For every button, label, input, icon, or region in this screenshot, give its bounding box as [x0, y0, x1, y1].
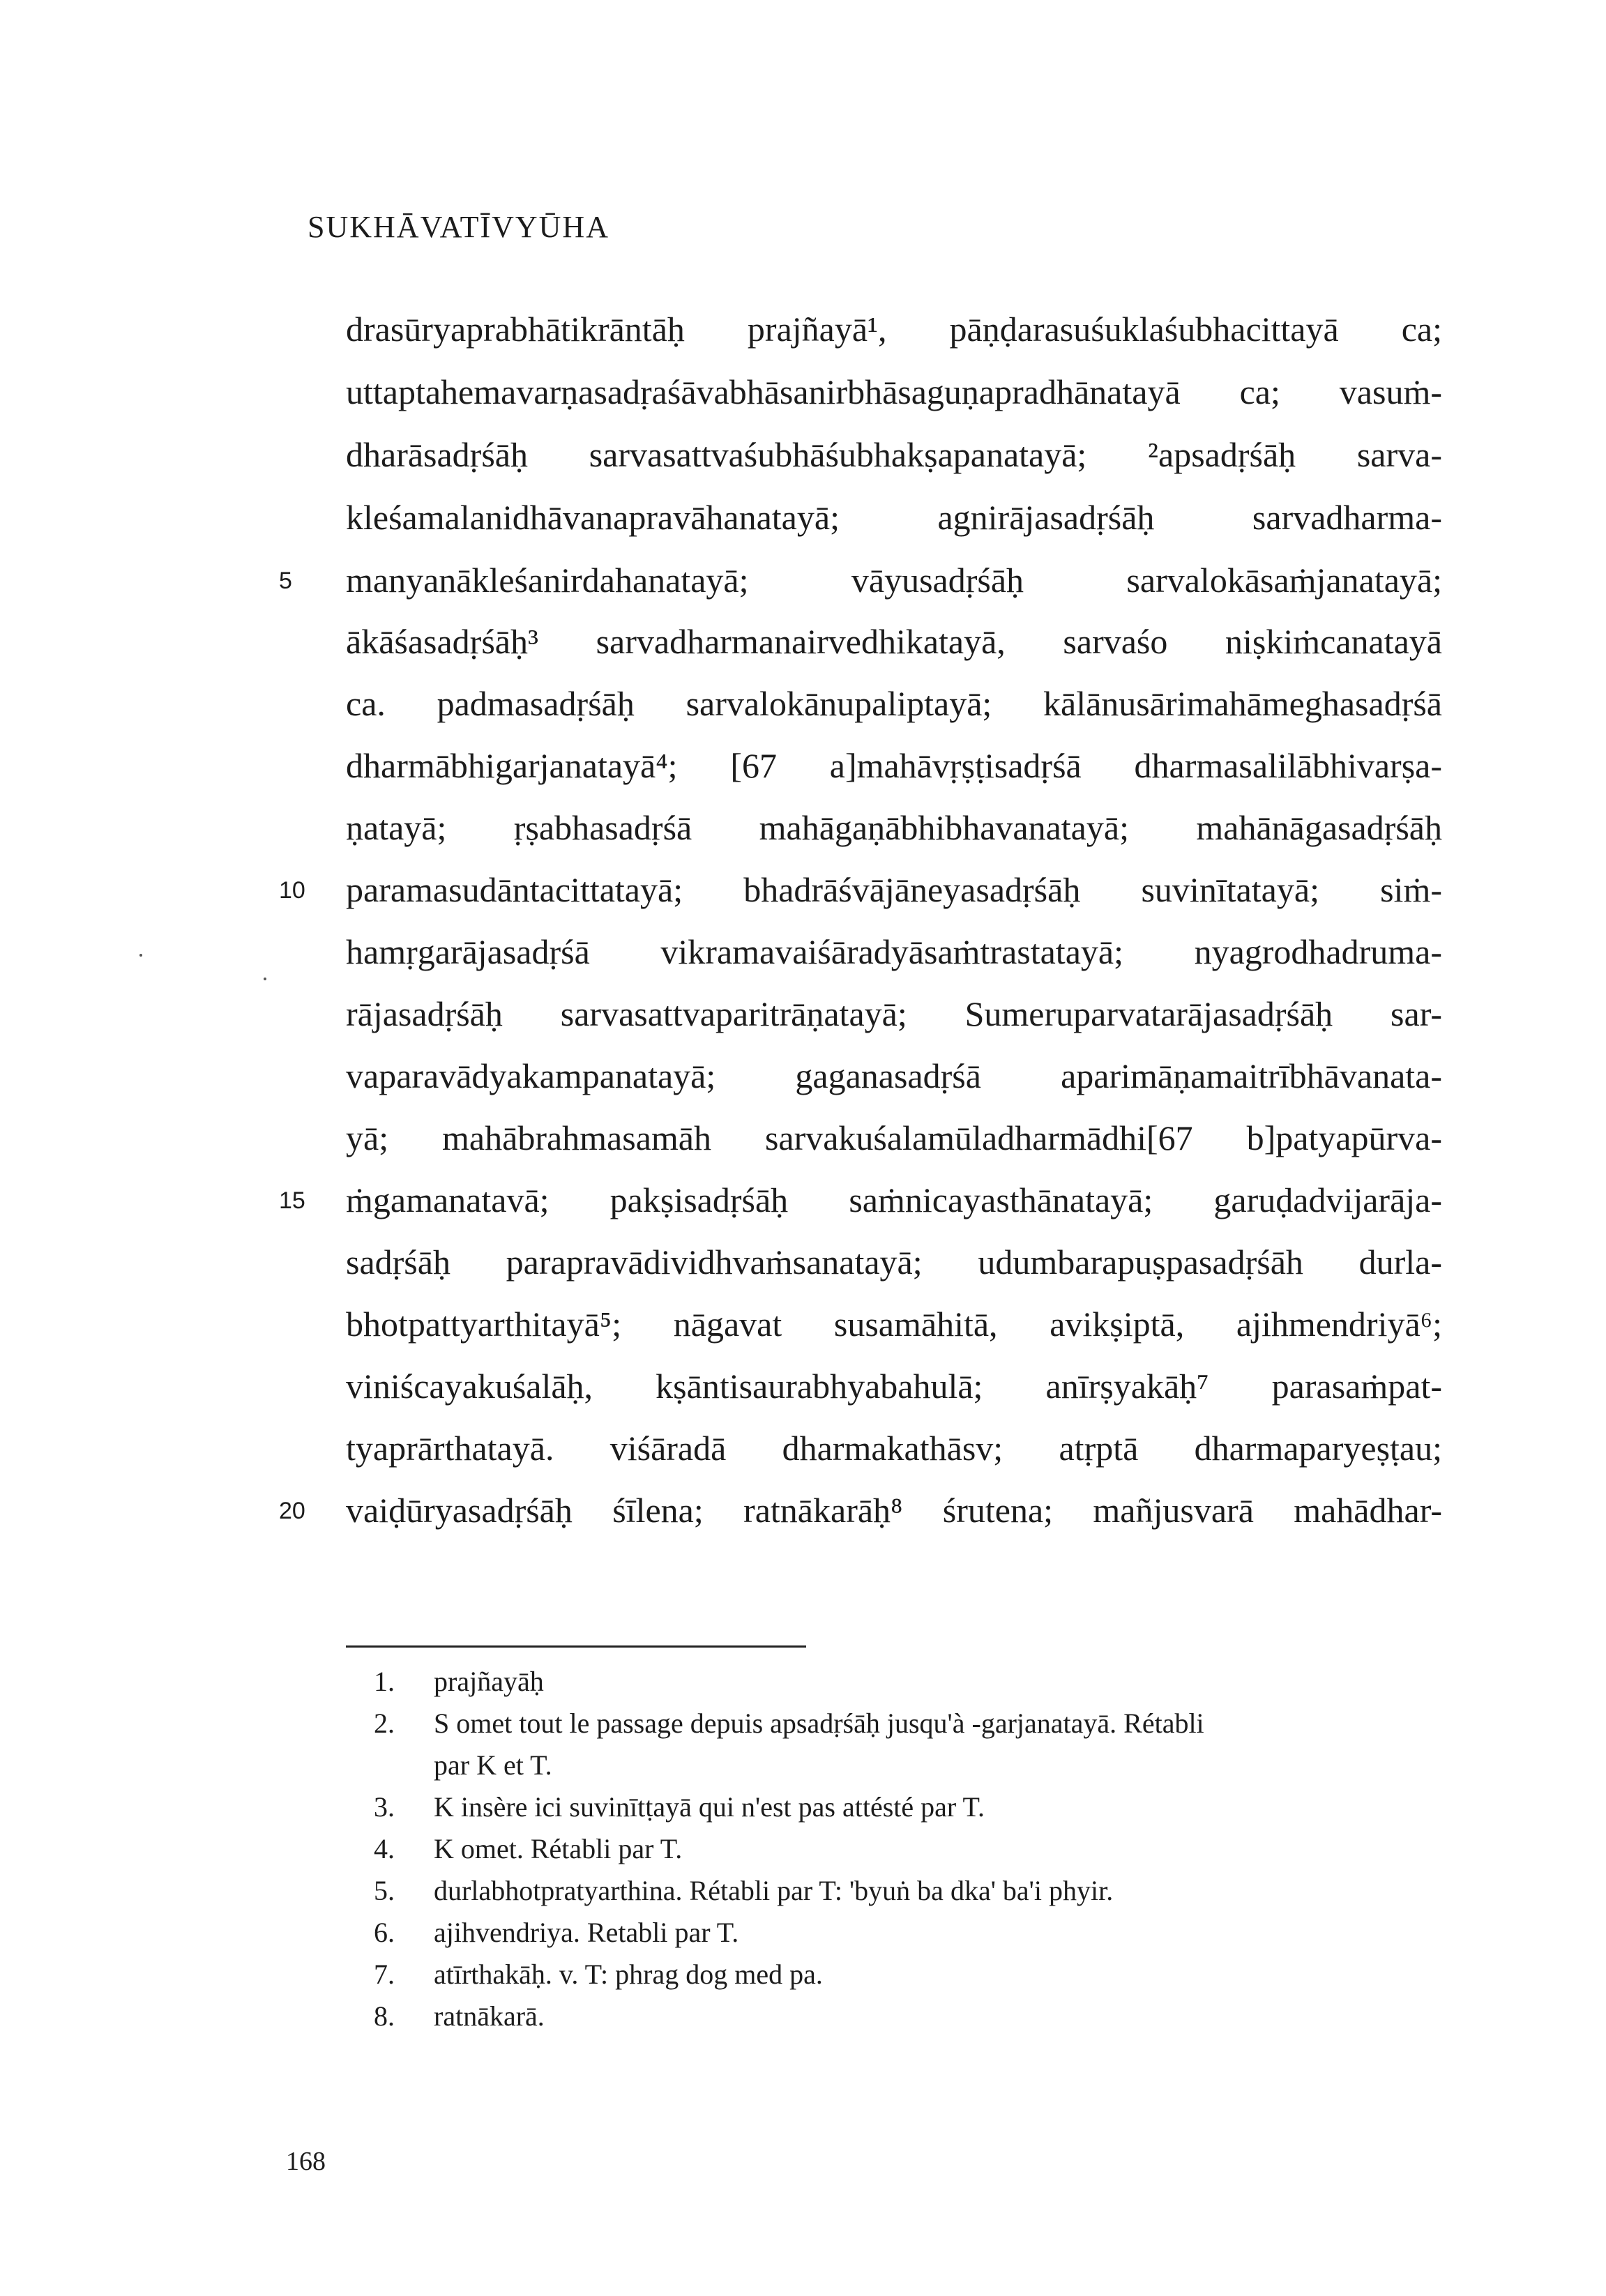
footnote-text: atīrthakāḥ. v. T: phrag dog med pa.: [434, 1959, 823, 1990]
text-line: ṁgamanatavā; pakṣisadṛśāḥ saṁnicayasthānatayā; garuḍadvijarāja-: [346, 1180, 1442, 1219]
footnote-text: ajihvendriya. Retabli par T.: [434, 1917, 739, 1948]
footnote-number: 6.: [374, 1917, 395, 1948]
text-line: kleśamalanidhāvanapravāhanatayā; agnirājasadṛśāḥ sarvadharma-: [346, 498, 1442, 537]
footnote-number: 7.: [374, 1959, 395, 1990]
footnote-text: prajñayāḥ: [434, 1666, 544, 1697]
text-line: paramasudāntacittatayā; bhadrāśvājāneyasadṛśāḥ suvinītatayā; siṁ-: [346, 870, 1442, 909]
text-line: sadṛśāḥ parapravādividhvaṁsanatayā; udumbarapuṣpasadṛśāh durla-: [346, 1242, 1442, 1282]
footnote: [374, 1871, 1113, 1910]
footnote-text: K insère ici suvinītṭayā qui n'est pas attésté par T.: [434, 1791, 985, 1823]
text-line: ākāśasadṛśāḥ³ sarvadharmanairvedhikatayā, sarvaśo niṣkiṁcanatayā: [346, 622, 1442, 661]
footnote-number: 3.: [374, 1791, 395, 1823]
scan-speck: [139, 954, 142, 957]
text-line: ṇatayā; ṛṣabhasadṛśā mahāgaṇābhibhavanatayā; mahānāgasadṛśāḥ: [346, 808, 1442, 847]
footnote-text: durlabhotpratyarthina. Rétabli par T: 'byuṅ ba dka' ba'i phyir.: [434, 1875, 1114, 1906]
footnote: [374, 1997, 545, 2036]
footnote-text: ratnākarā.: [434, 2000, 545, 2032]
text-line: viniścayakuśalāḥ, kṣāntisaurabhyabahulā; anīrṣyakāḥ⁷ parasaṁpat-: [346, 1367, 1442, 1406]
text-line: bhotpattyarthitayā⁵; nāgavat susamāhitā, avikṣiptā, ajihmendriyā⁶;: [346, 1305, 1442, 1344]
text-line: rājasadṛśāḥ sarvasattvaparitrāṇatayā; Sumeruparvatarājasadṛśāḥ sar-: [346, 994, 1442, 1033]
text-line: dharāsadṛśāḥ sarvasattvaśubhāśubhakṣapanatayā; ²apsadṛśāḥ sarva-: [346, 435, 1442, 474]
footnote-text: K omet. Rétabli par T.: [434, 1833, 683, 1864]
line-number: 5: [279, 568, 292, 594]
text-line: hamṛgarājasadṛśā vikramavaiśāradyāsaṁtrastatayā; nyagrodhadruma-: [346, 932, 1442, 971]
line-number: 10: [279, 877, 305, 904]
footnote-number: 8.: [374, 2000, 395, 2032]
text-line: dharmābhigarjanatayā⁴; [67 a]mahāvṛṣṭisadṛśā dharmasalilābhivarṣa-: [346, 746, 1442, 785]
text-line: yā; mahābrahmasamāh sarvakuśalamūladharmādhi[67 b]patyapūrva-: [346, 1118, 1442, 1157]
line-number: 20: [279, 1498, 305, 1524]
footnote-text: S omet tout le passage depuis apsadṛśāḥ jusqu'à -garjanatayā. Rétabli: [434, 1708, 1204, 1739]
text-line: vaparavādyakampanatayā; gaganasadṛśā aparimāṇamaitrībhāvanata-: [346, 1056, 1442, 1095]
scan-speck: [264, 978, 266, 980]
footnote: [374, 1955, 823, 1994]
footnote: [374, 1830, 682, 1869]
footnote-number: 2.: [374, 1708, 395, 1739]
text-line: drasūryaprabhātikrāntāḥ prajñayā¹, pāṇḍarasuśuklaśubhacittayā ca;: [346, 310, 1442, 349]
page-number: 168: [286, 2147, 326, 2176]
footnote: [374, 1662, 544, 1701]
footnote: [374, 1788, 985, 1827]
text-line: manyanākleśanirdahanatayā; vāyusadṛśāḥ sarvalokāsaṁjanatayā;: [346, 561, 1442, 600]
line-number: 15: [279, 1187, 305, 1214]
text-line: vaiḍūryasadṛśāḥ śīlena; ratnākarāḥ⁸ śrutena; mañjusvarā mahādhar-: [346, 1491, 1442, 1530]
footnote: [374, 1913, 738, 1952]
text-line: ca. padmasadṛśāḥ sarvalokānupaliptayā; kālānusārimahāmeghasadṛśā: [346, 684, 1442, 723]
text-line: tyaprārthatayā. viśāradā dharmakathāsv; atṛptā dharmaparyeṣṭau;: [346, 1429, 1442, 1468]
footnote-number: 4.: [374, 1833, 395, 1864]
footnote-number: 1.: [374, 1666, 395, 1697]
footnote-continuation: par K et T.: [434, 1749, 552, 1781]
footnote: [374, 1704, 1204, 1743]
running-head: SUKHĀVATĪVYŪHA: [308, 210, 609, 244]
text-line: uttaptahemavarṇasadṛaśāvabhāsanirbhāsaguṇapradhānatayā ca; vasuṁ-: [346, 372, 1442, 411]
footnote-rule: [346, 1645, 806, 1648]
footnote-number: 5.: [374, 1875, 395, 1906]
